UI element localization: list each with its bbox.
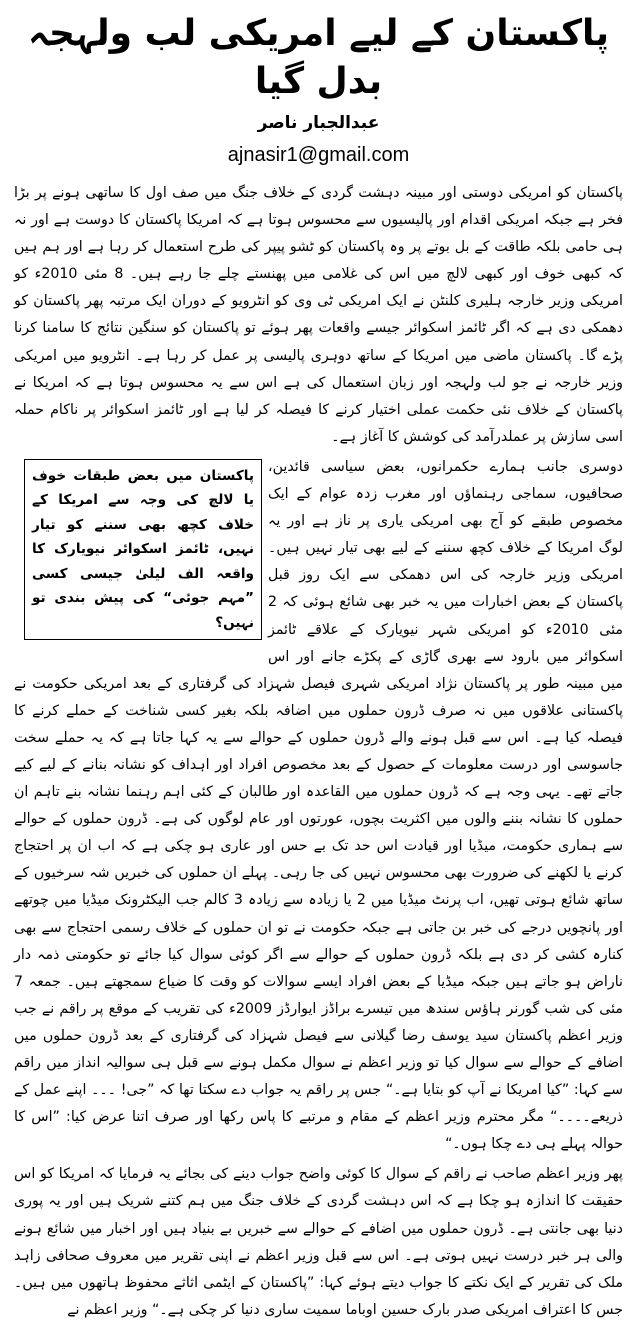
article-paragraph-1: پاکستان کو امریکی دوستی اور مبینہ دہشت گردی کے خلاف جنگ میں صف اول کا ساتھی ہونے پر بڑا فخر ہے جبکہ امریکی اقدام اور پالیسیوں سے محسوس ہوتا ہے کہ امریکا پاکستان کا دوست ہے اور نہ ہی حامی بلکہ طاقت کے بل بوتے پر وہ پاکستان کو ٹشو پیپر کی طرح استعمال کر رہا ہے اور ہم ہیں کہ کبھی خوف اور کبھی لالچ میں اس کی غلامی میں پھنستے چلے جا رہے ہیں۔ 8 مئی 2010ء کو امریکی وزیر خارجہ ہلیری کلنٹن نے ایک امریکی ٹی وی کو انٹرویو کے دوران ایک مرتبہ پھر پاکستان کو دھمکی دی ہے کہ اگر ٹائمز اسکوائر جیسے واقعات پھر ہوئے تو پاکستان کو سنگین نتائج کا سامنا کرنا پڑے گا۔ پاکستان ماضی میں امریکا کے ساتھ دوہری پالیسی پر عمل کر رہا ہے۔ انٹرویو میں امریکی وزیر خارجہ نے جو لب ولہجہ اور زبان استعمال کی ہے اس سے یہ محسوس ہوتا ہے کہ امریکا نے پاکستان کے خلاف نئی حکمت عملی اختیار کرنے کا فیصلہ کر لیا ہے اور ٹائمز اسکوائر پر ناکام حملہ اسی سازش پر عملدرآمد کی کوشش کا آغاز ہے۔ bbox=[14, 185, 624, 445]
author-name: عبدالجبار ناصر bbox=[257, 113, 380, 133]
pull-quote-box: پاکستان میں بعض طبقات خوف یا لالچ کی وجہ سے امریکا کے خلاف کچھ بھی سننے کو تیار نہیں، ٹائمز اسکوائر نیویارک کا واقعہ الف لیلیٰ جیسی کسی ”مہم جوئی“ کی پیش بندی تو نہیں؟ bbox=[24, 459, 262, 641]
article-paragraph-3: پھر وزیر اعظم صاحب نے راقم کے سوال کا کوئی واضح جواب دینے کی بجائے یہ فرمایا کہ امریکا کو اس حقیقت کا اندازہ ہو چکا ہے کہ اس دہشت گردی کے خلاف جنگ میں ہم کتنے شریک ہیں اور یہ پوری دنیا بھی جانتی ہے۔ ڈرون حملوں میں اضافے کے حوالے سے خبریں بے بنیاد ہیں اور اخبار میں شائع ہونے والی ہر خبر درست نہیں ہوتی ہے۔ اس سے قبل وزیر اعظم نے اپنی تقریر میں معروف صحافی زاہد ملک کی تقریر کے ایک نکتے کا جواب دیتے ہوئے کہا: ”پاکستان کے ایٹمی اثاثے محفوظ ہاتھوں میں ہیں۔ جس کا اعتراف امریکی صدر بارک حسین اوباما سمیت ساری دنیا کر چکی ہے۔“ وزیر اعظم نے bbox=[14, 1166, 623, 1318]
article-paragraph-2: دوسری جانب ہمارے حکمرانوں، بعض سیاسی قائدین، صحافیوں، سماجی رہنماؤں اور مغرب زدہ عوام کے ایک مخصوص طبقے کو آج بھی امریکی یاری پر ناز ہے اور یہ لوگ امریکا کے خلاف کچھ سننے کے لیے بھی تیار نہیں ہیں۔ امریکی وزیر خارجہ کی اس دھمکی سے ایک روز قبل پاکستان کے بعض اخبارات میں یہ خبر بھی شائع ہوئی کہ 2 مئی 2010ء کو امریکی شہر نیویارک کے علاقے ٹائمز اسکوائر میں بارود سے بھری گاڑی کے پکڑے جانے اور اس میں مبینہ طور پر پاکستان نژاد امریکی شہری فیصل شہزاد کی گرفتاری کے بعد امریکی حکومت نے پاکستانی علاقوں میں نہ صرف ڈرون حملوں میں اضافہ بلکہ بغیر کسی شناخت کے حملے کرنے کا فیصلہ کیا ہے۔ اس سے قبل ہونے والے ڈرون حملوں کے حوالے سے یہ کہا جاتا ہے کہ یہ حملے سخت جاسوسی اور درست معلومات کے حصول کے بعد مخصوص افراد اور اہداف کو نشانہ بنانے کے لیے کیے جاتے تھے۔ یہی وجہ ہے کہ ڈرون حملوں میں القاعدہ اور طالبان کے کئی اہم رہنما نشانہ بنے تاہم ان حملوں کا نشانہ بننے والوں میں اکثریت بچوں، عورتوں اور عام لوگوں کی ہے۔ ڈرون حملوں کے حوالے سے ہماری حکومت، میڈیا اور قیادت اس حد تک بے حس اور عاری ہو چکی ہے کہ اب ان پر احتجاج کرنے یا لکھنے کی ضرورت بھی محسوس نہیں کی جا رہی۔ پہلے ان حملوں کی خبریں شہ سرخیوں کے ساتھ شائع ہوتی تھیں، اب پرنٹ میڈیا میں 2 یا زیادہ سے زیادہ 3 کالم جب الیکٹرونک میڈیا میں چوتھے اور پانچویں درجے کی خبر بن جاتی ہے جبکہ حکومت نے تو ان حملوں کے خلاف رسمی احتجاج سے بھی کنارہ کشی کر دی ہے بلکہ ڈرون حملوں کے حوالے سے اگر کوئی سوال کیا جائے تو حکومتی ذمہ دار ناراض ہو جاتے ہیں جبکہ میڈیا کے بعض افراد ایسے سوالات کو وقت کا ضیاع سمجھتے ہیں۔ جمعہ 7 مئی کی شب گورنر ہاؤس سندھ میں تیسرے براڈز ایوارڈز 2009ء کی تقریب کے موقع پر راقم نے جب وزیر اعظم پاکستان سید یوسف رضا گیلانی سے فیصل شہزاد کی گرفتاری کے بعد ڈرون حملوں میں اضافے کے حوالے سے سوال کیا تو وزیر اعظم نے سوال مکمل ہونے سے قبل ہی سوالیہ انداز میں راقم سے کہا: ”کیا امریکا نے آپ کو بتایا ہے۔“ جس پر راقم یہ جواب دے سکتا تھا کہ ”جی! ۔۔۔ اپنے عمل کے ذریعے۔۔۔۔“ مگر محترم وزیر اعظم کے مقام و مرتبے کا پاس رکھا اور صرف اتنا عرض کیا: ”اس کا حوالہ پہلے ہی دے چکا ہوں۔“ bbox=[14, 458, 624, 1153]
author-email: ajnasir1@gmail.com bbox=[227, 144, 410, 166]
article-title: پاکستان کے لیے امریکی لب ولہجہ بدل گیا bbox=[27, 13, 610, 102]
